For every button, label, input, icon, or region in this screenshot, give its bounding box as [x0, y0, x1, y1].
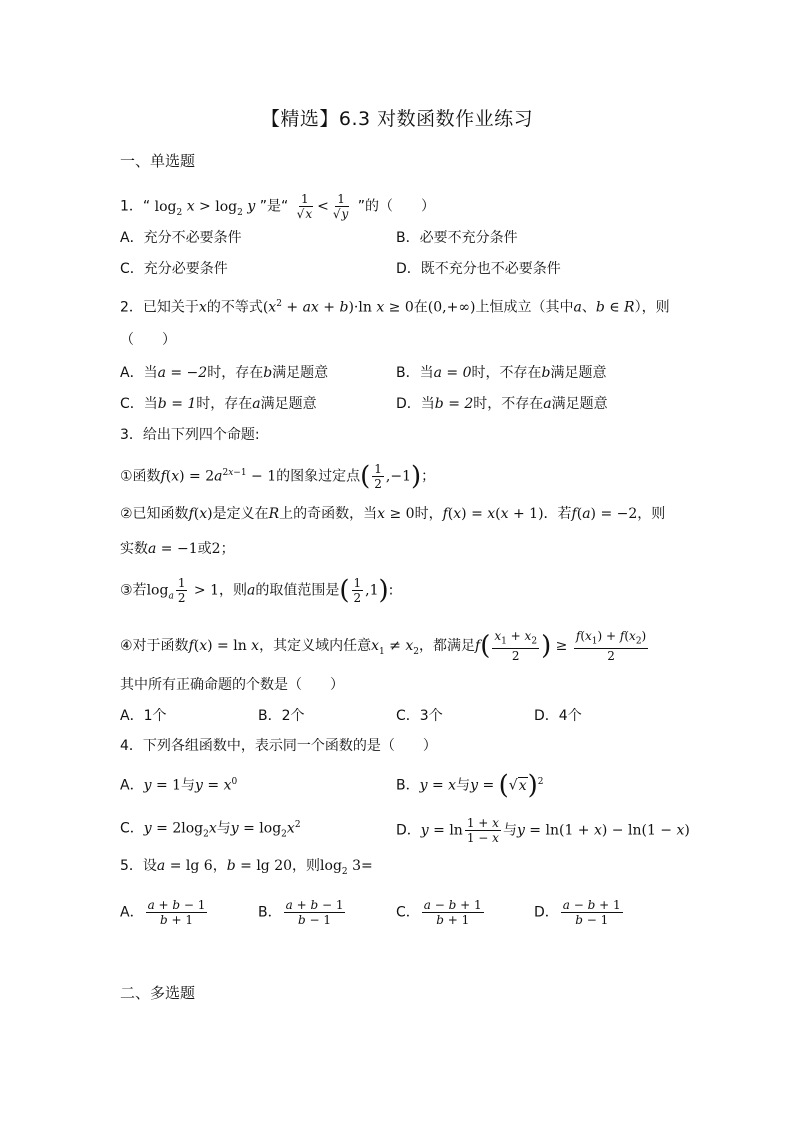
question-5-option-c: C． $\frac{a - b + 1}{b + 1}$ [396, 898, 482, 927]
page-title: 【精选】6.3 对数函数作业练习 [260, 108, 534, 130]
section-heading-multiple-choice: 二、多选题 [120, 984, 196, 1002]
question-2-stem: 2．已知关于x的不等式($x^2$ + ax + b)·ln x ≥ 0在(0,+∞)上恒成立（其中a、b ∈ R），则 [120, 299, 670, 316]
question-3-ask: 其中所有正确命题的个数是（ ） [120, 677, 344, 693]
question-2-option-b: B．当a = 0时，不存在b满足题意 [396, 365, 607, 381]
question-4-option-a: A．y = 1与$y = x^0$ [120, 777, 238, 794]
question-3-proposition-2-cont: 实数a = −1或2； [120, 541, 235, 557]
question-3-proposition-4: ④对于函数f(x) = ln x，其定义域内任意$x_1 \ne x_2$，都满足f( $\frac{x_1 + x_2}{2}$ ) ≥ $\frac{f(x_1) + f(x_2)}{2}$ [120, 629, 647, 664]
question-5-option-a: A． $\frac{a + b - 1}{b + 1}$ [120, 898, 206, 927]
question-3-option-a: A．1个 [120, 708, 167, 724]
question-1-option-d: D．既不充分也不必要条件 [396, 261, 561, 277]
question-1-stem: 1．“ $\log_2 x > \log_2 y$ ”是“ $\frac{1}{√x}$ < $\frac{1}{√y}$ ”的（ ） [120, 192, 435, 221]
question-3-option-c: C．3个 [396, 708, 443, 724]
question-3-option-b: B．2个 [258, 708, 305, 724]
question-2-paren: （ ） [120, 332, 176, 348]
question-1-option-c: C．充分必要条件 [120, 261, 228, 277]
question-1-option-a: A．充分不必要条件 [120, 230, 242, 246]
question-4-stem: 4．下列各组函数中，表示同一个函数的是（ ） [120, 738, 437, 754]
question-3-option-d: D．4个 [534, 708, 582, 724]
question-3-stem: 3．给出下列四个命题: [120, 427, 260, 443]
question-2-option-d: D．当b = 2时，不存在a满足题意 [396, 396, 608, 412]
question-1-option-b: B．必要不充分条件 [396, 230, 518, 246]
question-2-option-a: A．当a = −2时，存在b满足题意 [120, 365, 329, 381]
question-3-proposition-1: ①函数$f(x) = 2a^{2x-1} - 1$的图象过定点( $\frac{1}{2}$ ,−1)； [120, 461, 436, 492]
section-heading-single-choice: 一、单选题 [120, 152, 196, 170]
question-4-option-d: D．y = ln $\frac{1 + x}{1 - x}$ 与y = ln(1 + x) − ln(1 − x) [396, 816, 690, 845]
question-2-option-c: C．当b = 1时，存在a满足题意 [120, 396, 317, 412]
question-3-proposition-2: ②已知函数f(x)是定义在R上的奇函数，当x ≥ 0时，f(x) = x(x + 1)．若f(a) = −2，则 [120, 506, 666, 522]
question-4-option-c: C．$y = 2\log_2x$与$y = \log_2x^2$ [120, 820, 301, 840]
question-5-option-d: D． $\frac{a - b + 1}{b - 1}$ [534, 898, 621, 927]
question-3-proposition-3: ③若$\log_a$ $\frac{1}{2}$ > 1，则a的取值范围是( $\frac{1}{2}$ ,1): [120, 575, 394, 606]
question-5-option-b: B． $\frac{a + b - 1}{b - 1}$ [258, 898, 344, 927]
question-4-option-b: B．y = x与$y = (√x)^2$ [396, 770, 544, 801]
question-5-stem: 5．设a = lg 6，b = lg 20，则$\log_2 3=$ [120, 858, 373, 877]
